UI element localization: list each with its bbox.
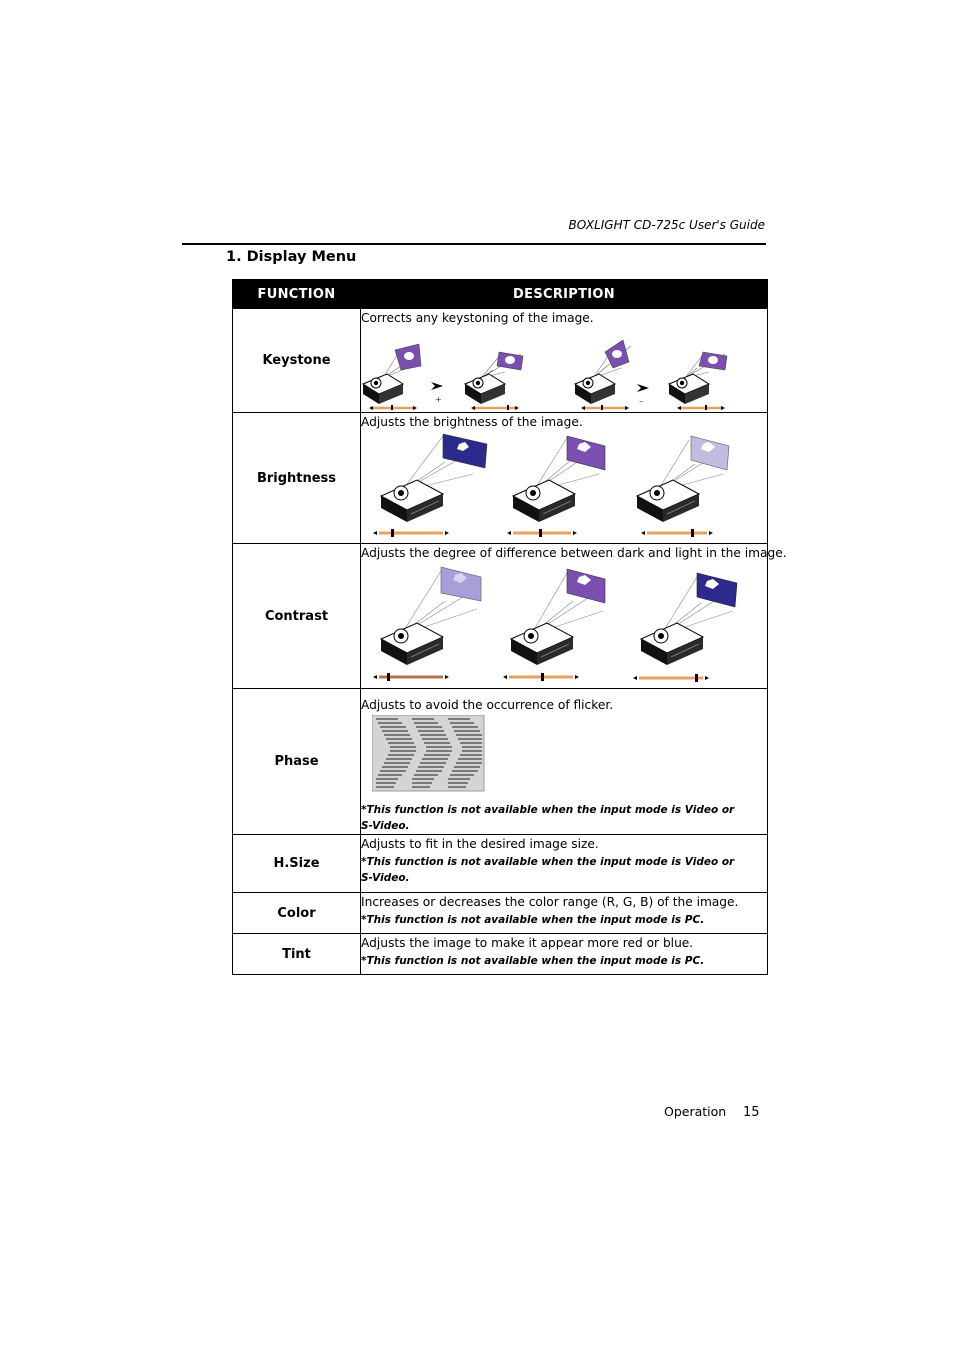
minus-label: – (639, 397, 644, 407)
function-cell: Contrast (233, 544, 361, 689)
flicker-pattern-image (372, 715, 486, 793)
table-row-hsize (233, 835, 768, 893)
description-cell (361, 544, 787, 689)
function-cell: H.Size (233, 835, 361, 893)
table-header-row (233, 280, 768, 309)
description-text: Adjusts the degree of difference between dark and light in the image. (361, 546, 787, 560)
footer-section: Operation (664, 1104, 727, 1119)
description-text: Adjusts to fit in the desired image size. (361, 837, 599, 851)
projector-icon (637, 436, 729, 522)
projector-icon (511, 569, 605, 665)
slider-icon (677, 405, 725, 410)
table-row-brightness (233, 413, 768, 544)
plus-label: + (435, 395, 442, 404)
function-cell: Keystone (233, 309, 361, 413)
table-row-phase (233, 689, 768, 835)
slider-icon (373, 673, 449, 681)
table-row-keystone (233, 309, 768, 413)
description-text: Adjusts to avoid the occurrence of flicker. (361, 698, 614, 712)
projector-icon (465, 352, 523, 404)
function-cell: Tint (233, 934, 361, 975)
slider-icon (581, 405, 629, 410)
description-cell (361, 689, 768, 835)
contrast-illustration (361, 561, 757, 683)
availability-note: *This function is not available when the input mode is PC. (361, 955, 705, 967)
projector-icon (513, 436, 605, 522)
description-text: Adjusts the image to make it appear more red or blue. (361, 936, 694, 950)
projector-icon (669, 352, 727, 404)
arrow-right-icon (431, 382, 443, 390)
description-text: Increases or decreases the color range (R, G, B) of the image. (361, 895, 739, 909)
function-cell: Brightness (233, 413, 361, 544)
keystone-illustration (361, 326, 757, 410)
availability-note: *This function is not available when the input mode is Video or S-Video. (361, 804, 735, 832)
slider-icon (369, 405, 417, 410)
description-cell (361, 934, 768, 975)
column-header-function: FUNCTION (233, 280, 361, 309)
slider-icon (373, 529, 449, 537)
description-text: Corrects any keystoning of the image. (361, 311, 594, 325)
function-cell: Color (233, 893, 361, 934)
table-row-tint (233, 934, 768, 975)
header-rule (182, 243, 766, 245)
projector-icon (641, 573, 737, 665)
display-menu-table (232, 279, 787, 975)
projector-icon (381, 567, 481, 665)
arrow-right-icon (637, 384, 649, 392)
description-cell (361, 413, 768, 544)
slider-icon (633, 674, 709, 682)
guide-title: BOXLIGHT CD-725c User's Guide (568, 218, 765, 232)
projector-icon (575, 340, 631, 404)
availability-note: *This function is not available when the input mode is PC. (361, 914, 705, 926)
slider-icon (503, 673, 579, 681)
availability-note: *This function is not available when the input mode is Video or S-Video. (361, 856, 735, 884)
description-text: Adjusts the brightness of the image. (361, 415, 583, 429)
table-row-color (233, 893, 768, 934)
projector-icon (381, 434, 487, 522)
slider-icon (471, 405, 519, 410)
column-header-description: DESCRIPTION (361, 280, 768, 309)
projector-icon (363, 344, 421, 404)
slider-icon (507, 529, 577, 537)
description-cell (361, 893, 768, 934)
description-cell (361, 835, 768, 893)
brightness-illustration (361, 430, 757, 540)
table-row-contrast (233, 544, 768, 689)
description-cell (361, 309, 768, 413)
section-title: 1. Display Menu (226, 249, 357, 265)
slider-icon (641, 529, 713, 537)
page-number: 15 (743, 1105, 760, 1120)
function-cell: Phase (233, 689, 361, 835)
